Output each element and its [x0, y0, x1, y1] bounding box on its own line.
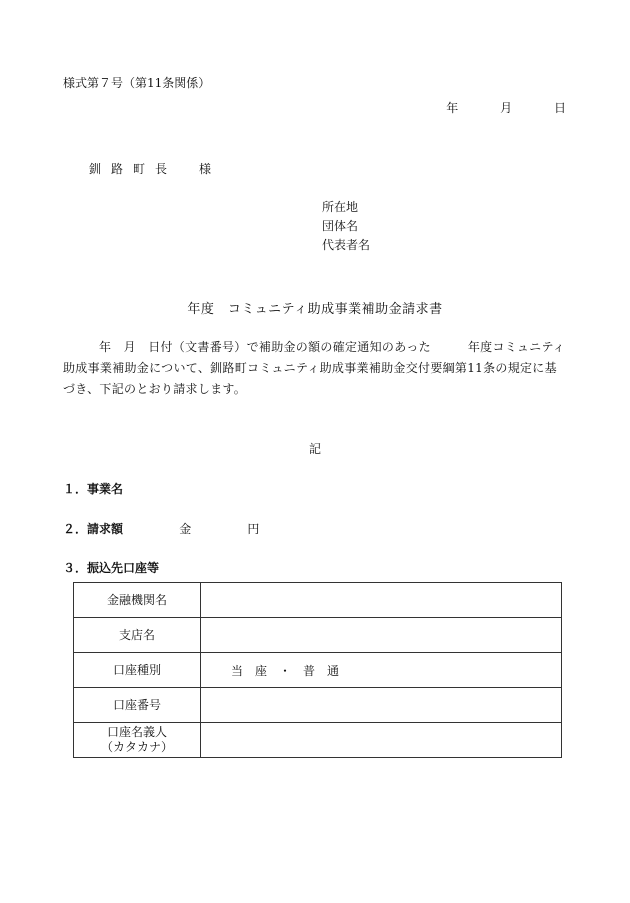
branch-name-field[interactable]	[201, 618, 562, 653]
form-number: 様式第７号（第11条関係）	[63, 76, 211, 90]
body-paragraph: 年 月 日付（文書番号）で補助金の額の確定通知のあった 年度コミュニティ助成事業補助金について、釧路町コミュニティ助成事業補助金交付要綱第11条の規定に基づき、下記のとおり請求します。	[63, 340, 566, 396]
table-row	[74, 723, 562, 758]
date-month: 月	[500, 101, 513, 115]
document-title: 年度 コミュニティ助成事業補助金請求書	[187, 302, 443, 317]
account-type-label: 口座種別	[74, 653, 201, 688]
applicant-group-label: 団体名	[322, 219, 359, 233]
date-line	[446, 99, 566, 116]
date-day: 日	[553, 101, 566, 115]
applicant-block	[322, 198, 370, 255]
account-table	[73, 582, 562, 758]
account-holder-label	[74, 723, 201, 758]
bank-name-label: 金融機関名	[74, 583, 201, 618]
applicant-address-label: 所在地	[322, 200, 359, 214]
table-row	[74, 618, 562, 653]
amount-unit: 円	[247, 522, 260, 536]
account-holder-label-sub: （カタカナ）	[100, 740, 173, 754]
item-project-name: １．事業名	[63, 482, 124, 496]
account-holder-label-main: 口座名義人	[106, 725, 167, 739]
branch-name-label: 支店名	[74, 618, 201, 653]
account-number-label: 口座番号	[74, 688, 201, 723]
amount-prefix: 金	[179, 522, 192, 536]
addressee: 釧路町長 様	[89, 162, 222, 176]
ki-heading: 記	[308, 442, 321, 456]
amount-label: ２．請求額	[63, 522, 124, 536]
account-number-field[interactable]	[201, 688, 562, 723]
applicant-representative-label: 代表者名	[322, 238, 371, 252]
table-row	[74, 688, 562, 723]
table-row	[74, 583, 562, 618]
bank-name-field[interactable]	[201, 583, 562, 618]
item-amount	[63, 520, 259, 537]
item-transfer-account: ３．振込先口座等	[63, 561, 160, 575]
table-row	[74, 653, 562, 688]
account-type-field[interactable]: 当 座 ・ 普 通	[201, 653, 562, 688]
account-holder-field[interactable]	[201, 723, 562, 758]
date-year: 年	[446, 101, 459, 115]
